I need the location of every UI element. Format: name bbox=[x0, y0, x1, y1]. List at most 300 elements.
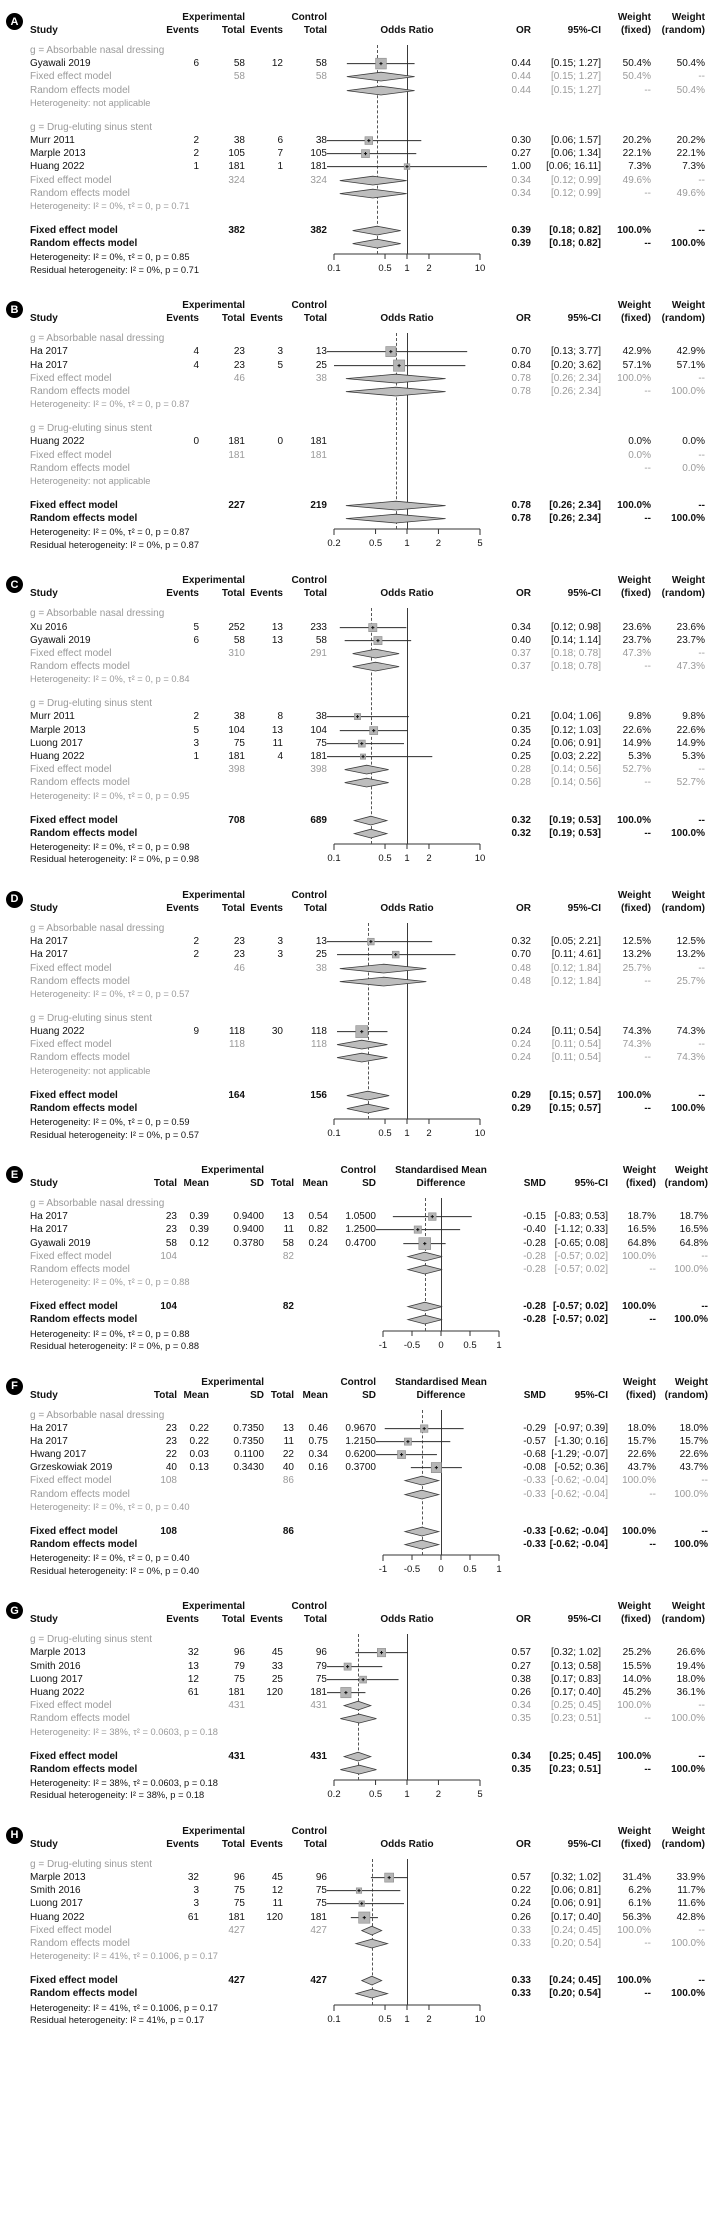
pooled-diamond bbox=[327, 763, 487, 776]
header-total: Total bbox=[303, 313, 327, 325]
header-weight-fixed-1: Weight bbox=[617, 1601, 651, 1613]
count-value: 40 bbox=[165, 1462, 177, 1474]
count-value: 398 bbox=[310, 764, 327, 776]
forest-marker bbox=[327, 750, 487, 763]
header-study: Study bbox=[30, 1178, 58, 1189]
ci-value: [0.06; 0.91] bbox=[550, 737, 601, 749]
forest-marker bbox=[376, 1435, 506, 1448]
axis-tick-label: 0.5 bbox=[368, 538, 383, 550]
count-value: 1.2150 bbox=[345, 1435, 376, 1447]
effect-value: 0.44 bbox=[511, 58, 531, 70]
header-weight-fixed-2: (fixed) bbox=[626, 1389, 656, 1401]
weight-random-value: -- bbox=[698, 1700, 705, 1712]
weight-random-value: 50.4% bbox=[676, 58, 705, 70]
column-header-row bbox=[30, 1825, 706, 1838]
forest-marker bbox=[327, 134, 487, 147]
header-effect-line2: Difference bbox=[416, 1389, 466, 1401]
effect-value: 0.33 bbox=[511, 1975, 531, 1987]
count-value: 13 bbox=[271, 621, 283, 633]
panel-F bbox=[0, 1370, 710, 1582]
column-header-row bbox=[30, 1600, 706, 1613]
table-row-pooled bbox=[30, 70, 706, 83]
count-value: 0.4700 bbox=[345, 1237, 376, 1249]
axis-tick-label: 0 bbox=[438, 1564, 444, 1576]
weight-fixed-value: 18.7% bbox=[627, 1211, 656, 1223]
weight-random-value: 23.7% bbox=[676, 634, 705, 646]
axis bbox=[327, 841, 487, 865]
study-name: Fixed effect model bbox=[30, 1750, 118, 1762]
study-name: Fixed effect model bbox=[30, 372, 112, 384]
spacer-row bbox=[30, 1001, 706, 1012]
axis bbox=[327, 1116, 487, 1140]
header-weight-fixed-1: Weight bbox=[622, 1165, 656, 1176]
table-row-study bbox=[30, 1237, 706, 1250]
count-value: 118 bbox=[229, 1039, 245, 1051]
count-value: 0.82 bbox=[308, 1224, 328, 1236]
count-value: 227 bbox=[228, 499, 245, 511]
table-row-study bbox=[30, 359, 706, 372]
count-value: 156 bbox=[310, 1089, 327, 1101]
count-value: 45 bbox=[271, 1872, 283, 1884]
weight-fixed-value: 64.8% bbox=[627, 1237, 656, 1249]
effect-value: 0.34 bbox=[511, 1750, 531, 1762]
header-total: Total bbox=[221, 313, 245, 325]
weight-random-value: -- bbox=[701, 1301, 708, 1313]
count-value: 58 bbox=[233, 58, 245, 70]
header-sd: SD bbox=[250, 1178, 264, 1189]
forest-marker bbox=[327, 724, 487, 737]
study-name: Huang 2022 bbox=[30, 1911, 85, 1923]
heterogeneity-text: Residual heterogeneity: I² = 0%, p = 0.88 bbox=[30, 1341, 200, 1351]
forest-marker bbox=[327, 710, 487, 723]
diamond-marker bbox=[327, 512, 487, 525]
count-value: 3 bbox=[277, 936, 283, 948]
header-weight-fixed-2: (fixed) bbox=[621, 902, 651, 914]
heterogeneity-text: Heterogeneity: I² = 0%, τ² = 0, p = 0.40 bbox=[30, 1501, 190, 1512]
ci-value: [0.19; 0.53] bbox=[549, 814, 601, 826]
count-value: 13 bbox=[282, 1422, 294, 1434]
panel-footer bbox=[30, 1116, 706, 1141]
count-value: 23 bbox=[165, 1422, 177, 1434]
count-value: 40 bbox=[282, 1462, 294, 1474]
weight-fixed-value: 16.5% bbox=[627, 1224, 656, 1236]
weight-fixed-value: -- bbox=[644, 1102, 651, 1114]
weight-random-value: -- bbox=[698, 764, 705, 776]
x-axis bbox=[327, 841, 487, 865]
count-value: 181 bbox=[228, 1686, 245, 1698]
count-value: 0.54 bbox=[308, 1211, 328, 1223]
count-value: 0.6200 bbox=[345, 1449, 376, 1461]
overall-heterogeneity bbox=[30, 526, 327, 551]
ci-value: [0.13; 3.77] bbox=[550, 346, 601, 358]
weight-fixed-value: 0.0% bbox=[628, 449, 651, 461]
count-value: 1.2500 bbox=[345, 1224, 376, 1236]
heterogeneity-text: Heterogeneity: not applicable bbox=[30, 1065, 151, 1076]
ci-square-marker bbox=[376, 1448, 506, 1461]
weight-random-value: -- bbox=[698, 1975, 705, 1987]
heterogeneity-row bbox=[30, 1726, 706, 1739]
effect-value: -0.68 bbox=[523, 1449, 546, 1461]
forest-rows bbox=[30, 1633, 706, 1776]
forest-rows bbox=[30, 1197, 706, 1327]
diamond-marker bbox=[376, 1250, 506, 1263]
axis-tick-label: 0.1 bbox=[327, 2013, 341, 2025]
ci-value: [0.04; 1.06] bbox=[550, 711, 601, 723]
header-study: Study bbox=[30, 1389, 58, 1401]
header-total: Total bbox=[303, 25, 327, 36]
diamond-marker bbox=[327, 962, 487, 975]
weight-random-value: -- bbox=[698, 814, 705, 826]
count-value: 324 bbox=[310, 174, 327, 186]
axis-tick-label: 2 bbox=[426, 1128, 432, 1139]
count-value: 7 bbox=[277, 148, 283, 160]
forest-marker bbox=[327, 948, 487, 961]
group-label-row bbox=[30, 422, 706, 435]
table-row-pooled bbox=[30, 1538, 706, 1551]
header-experimental: Experimental bbox=[201, 1376, 264, 1388]
study-name: Fixed effect model bbox=[30, 224, 118, 236]
count-value: 61 bbox=[187, 1911, 199, 1923]
weight-fixed-value: 43.7% bbox=[627, 1462, 656, 1474]
header-experimental: Experimental bbox=[182, 575, 245, 587]
ci-value: [0.15; 0.57] bbox=[549, 1089, 601, 1101]
column-header-row bbox=[30, 1389, 706, 1402]
header-ci: 95%-CI bbox=[574, 1389, 608, 1401]
table-row-pooled bbox=[30, 224, 706, 237]
ci-square-marker bbox=[327, 634, 487, 647]
ci-value: [0.12; 1.84] bbox=[550, 962, 601, 974]
weight-fixed-value: 100.0% bbox=[617, 372, 651, 384]
weight-fixed-value: 23.6% bbox=[622, 621, 651, 633]
study-name: Fixed effect model bbox=[30, 1700, 112, 1712]
weight-fixed-value: -- bbox=[649, 1488, 656, 1500]
header-total: Total bbox=[221, 25, 245, 36]
group-label-row bbox=[30, 44, 706, 57]
header-weight-random-2: (random) bbox=[664, 1178, 708, 1189]
ci-value: [-0.65; 0.08] bbox=[554, 1237, 608, 1249]
panel-letter-badge: H bbox=[6, 1827, 23, 1844]
forest-marker bbox=[327, 160, 487, 173]
ci-value: [0.15; 1.27] bbox=[550, 58, 601, 70]
group-label-row bbox=[30, 607, 706, 620]
weight-random-value: 100.0% bbox=[671, 386, 705, 397]
heterogeneity-text: Heterogeneity: not applicable bbox=[30, 475, 151, 486]
table-row-study bbox=[30, 1646, 706, 1659]
heterogeneity-text: Residual heterogeneity: I² = 38%, p = 0.18 bbox=[30, 1790, 205, 1801]
count-value: 104 bbox=[228, 724, 245, 736]
table-row-pooled bbox=[30, 975, 706, 988]
overall-heterogeneity bbox=[30, 1116, 327, 1141]
count-value: 96 bbox=[233, 1872, 245, 1884]
study-name: Ha 2017 bbox=[30, 359, 68, 371]
spacer-row bbox=[30, 488, 706, 499]
ci-value: [0.19; 0.53] bbox=[549, 827, 601, 839]
study-name: Ha 2017 bbox=[30, 1211, 68, 1223]
diamond-marker bbox=[327, 385, 487, 398]
effect-value: 0.78 bbox=[511, 499, 531, 511]
header-study: Study bbox=[30, 1838, 58, 1850]
ci-value: [0.25; 0.45] bbox=[549, 1750, 601, 1762]
heterogeneity-text: Heterogeneity: I² = 38%, τ² = 0.0603, p = 0.18 bbox=[30, 1726, 218, 1737]
count-value: 118 bbox=[229, 1026, 245, 1038]
study-name: Murr 2011 bbox=[30, 711, 75, 723]
effect-value: 0.35 bbox=[511, 724, 531, 736]
effect-value: 0.44 bbox=[511, 84, 531, 96]
count-value: 6 bbox=[277, 134, 283, 146]
table-row-study bbox=[30, 710, 706, 723]
header-weight-fixed-2: (fixed) bbox=[621, 25, 651, 36]
pooled-diamond bbox=[376, 1263, 506, 1276]
ci-value: [0.15; 1.27] bbox=[550, 71, 601, 83]
ci-square-marker bbox=[327, 1673, 487, 1686]
ci-value: [0.18; 0.78] bbox=[550, 661, 601, 673]
count-value: 75 bbox=[233, 1898, 245, 1910]
count-value: 0.34 bbox=[308, 1449, 328, 1461]
count-value: 233 bbox=[310, 621, 327, 633]
effect-value: -0.15 bbox=[523, 1211, 546, 1223]
effect-value: -0.29 bbox=[523, 1422, 546, 1434]
count-value: 181 bbox=[228, 751, 245, 762]
weight-fixed-value: 100.0% bbox=[617, 224, 651, 236]
weight-fixed-value: -- bbox=[644, 84, 651, 96]
heterogeneity-text: Heterogeneity: I² = 0%, τ² = 0, p = 0.40 bbox=[30, 1553, 190, 1564]
heterogeneity-row bbox=[30, 673, 706, 686]
study-name: Grzeskowiak 2019 bbox=[30, 1462, 113, 1474]
heterogeneity-row bbox=[30, 1276, 706, 1289]
column-header-row bbox=[30, 574, 706, 587]
ci-value: [0.17; 0.40] bbox=[550, 1686, 601, 1698]
header-ci: 95%-CI bbox=[574, 1178, 608, 1189]
count-value: 291 bbox=[310, 647, 327, 659]
effect-value: 0.32 bbox=[511, 827, 531, 839]
weight-fixed-value: 52.7% bbox=[622, 764, 651, 776]
effect-value: -0.28 bbox=[523, 1301, 546, 1313]
table-row-study bbox=[30, 634, 706, 647]
header-weight-random-2: (random) bbox=[661, 1614, 705, 1626]
weight-random-value: -- bbox=[698, 372, 705, 384]
weight-random-value: -- bbox=[698, 647, 705, 659]
weight-fixed-value: -- bbox=[644, 1988, 651, 2000]
weight-random-value: 12.5% bbox=[676, 936, 705, 948]
heterogeneity-text: Residual heterogeneity: I² = 41%, p = 0.17 bbox=[30, 2015, 205, 2026]
effect-value: 0.25 bbox=[511, 751, 531, 762]
ci-square-marker bbox=[327, 1646, 487, 1659]
table-row-pooled bbox=[30, 763, 706, 776]
axis bbox=[327, 526, 487, 550]
study-name: Fixed effect model bbox=[30, 1089, 118, 1101]
table-row-pooled bbox=[30, 237, 706, 250]
count-value: 2 bbox=[193, 936, 199, 948]
weight-fixed-value: -- bbox=[644, 513, 651, 525]
effect-value: 0.70 bbox=[511, 949, 531, 961]
diamond-marker bbox=[327, 1987, 487, 2000]
axis-tick-label: 0.5 bbox=[378, 263, 392, 275]
panel-C bbox=[0, 568, 710, 870]
spacer-row bbox=[30, 1514, 706, 1525]
weight-random-value: 57.1% bbox=[676, 359, 705, 371]
header-study: Study bbox=[30, 588, 58, 600]
diamond-marker bbox=[327, 1102, 487, 1115]
effect-value: 0.34 bbox=[511, 174, 531, 186]
effect-value: 0.39 bbox=[511, 238, 531, 250]
axis bbox=[327, 251, 487, 275]
header-weight-fixed-1: Weight bbox=[617, 889, 651, 901]
table-row-pooled bbox=[30, 499, 706, 512]
spacer-row bbox=[30, 1739, 706, 1750]
header-weight-fixed-1: Weight bbox=[622, 1376, 656, 1388]
count-value: 0.9670 bbox=[345, 1422, 376, 1434]
pooled-diamond bbox=[327, 1089, 487, 1102]
ci-value: [0.15; 0.57] bbox=[549, 1102, 601, 1114]
effect-value: 0.24 bbox=[511, 737, 531, 749]
group-label-row bbox=[30, 332, 706, 345]
count-value: 427 bbox=[310, 1975, 327, 1987]
table-row-pooled bbox=[30, 187, 706, 200]
study-name: Huang 2022 bbox=[30, 161, 85, 173]
header-effect-col: SMD bbox=[523, 1389, 546, 1401]
table-row-pooled bbox=[30, 174, 706, 187]
ci-value: [-0.57; 0.02] bbox=[554, 1263, 608, 1275]
count-value: 12 bbox=[187, 1673, 199, 1685]
weight-fixed-value: 50.4% bbox=[622, 58, 651, 70]
ci-square-marker bbox=[327, 1884, 487, 1897]
study-name: Random effects model bbox=[30, 513, 138, 525]
diamond-marker bbox=[327, 237, 487, 250]
count-value: 181 bbox=[310, 449, 327, 461]
header-events: Events bbox=[250, 1614, 283, 1626]
header-sd: SD bbox=[362, 1178, 376, 1189]
weight-fixed-value: 100.0% bbox=[617, 1089, 651, 1101]
diamond-marker bbox=[327, 70, 487, 83]
study-name: Random effects model bbox=[30, 975, 130, 987]
weight-random-value: 18.0% bbox=[676, 1673, 705, 1685]
effect-value: 0.78 bbox=[511, 372, 531, 384]
count-value: 324 bbox=[228, 174, 245, 186]
axis-tick-label: 1 bbox=[404, 1128, 410, 1139]
heterogeneity-row bbox=[30, 398, 706, 411]
effect-value: 0.24 bbox=[511, 1052, 531, 1064]
weight-fixed-value: -- bbox=[649, 1539, 656, 1550]
count-value: 0.22 bbox=[189, 1435, 209, 1447]
count-value: 398 bbox=[228, 764, 245, 776]
forest-rows bbox=[30, 332, 706, 525]
count-value: 108 bbox=[160, 1525, 177, 1537]
diamond-marker bbox=[327, 1924, 487, 1937]
axis-tick-label: -1 bbox=[378, 1564, 388, 1576]
heterogeneity-row bbox=[30, 1501, 706, 1514]
weight-fixed-value: 47.3% bbox=[622, 647, 651, 659]
header-total: Total bbox=[221, 1614, 245, 1626]
header-events: Events bbox=[166, 588, 199, 600]
effect-value: 0.26 bbox=[511, 1686, 531, 1698]
count-value: 118 bbox=[311, 1039, 327, 1051]
weight-fixed-value: -- bbox=[644, 386, 651, 397]
group-label: g = Absorbable nasal dressing bbox=[30, 1198, 165, 1209]
header-weight-fixed-1: Weight bbox=[617, 300, 651, 312]
count-value: 181 bbox=[228, 436, 245, 448]
spacer-row bbox=[30, 686, 706, 697]
count-value: 82 bbox=[282, 1250, 294, 1262]
pooled-diamond bbox=[327, 962, 487, 975]
count-value: 13 bbox=[187, 1660, 199, 1672]
count-value: 427 bbox=[228, 1975, 245, 1987]
count-value: 30 bbox=[271, 1026, 283, 1038]
count-value: 427 bbox=[310, 1924, 327, 1936]
pooled-diamond bbox=[327, 1974, 487, 1987]
count-value: 181 bbox=[310, 1911, 327, 1923]
count-value: 58 bbox=[315, 71, 327, 83]
study-name: Murr 2011 bbox=[30, 134, 75, 146]
weight-fixed-value: -- bbox=[649, 1314, 656, 1326]
count-value: 1 bbox=[277, 161, 283, 173]
heterogeneity-text: Heterogeneity: I² = 38%, τ² = 0.0603, p = 0.18 bbox=[30, 1777, 218, 1788]
ci-value: [0.12; 0.99] bbox=[550, 174, 601, 186]
header-weight-fixed-2: (fixed) bbox=[626, 1178, 656, 1189]
diamond-marker bbox=[327, 1712, 487, 1725]
header-events: Events bbox=[250, 25, 283, 36]
weight-fixed-value: -- bbox=[644, 661, 651, 673]
study-name: Ha 2017 bbox=[30, 949, 68, 961]
panel-footer bbox=[30, 526, 706, 551]
study-name: Huang 2022 bbox=[30, 1026, 85, 1038]
axis-tick-label: 1 bbox=[496, 1339, 502, 1351]
pooled-diamond bbox=[327, 647, 487, 660]
weight-fixed-value: 7.3% bbox=[628, 161, 651, 173]
table-row-study bbox=[30, 1897, 706, 1910]
ci-square-marker bbox=[327, 1871, 487, 1884]
count-value: 382 bbox=[310, 224, 327, 236]
table-row-pooled bbox=[30, 1102, 706, 1115]
group-label: g = Drug-eluting sinus stent bbox=[30, 423, 153, 435]
column-header-row bbox=[30, 902, 706, 915]
study-name: Hwang 2017 bbox=[30, 1449, 87, 1461]
count-value: 6 bbox=[193, 634, 199, 646]
count-value: 105 bbox=[228, 148, 245, 160]
effect-value: 0.37 bbox=[511, 647, 531, 659]
count-value: 38 bbox=[315, 134, 327, 146]
x-axis bbox=[327, 2002, 487, 2026]
header-mean: Mean bbox=[183, 1389, 209, 1401]
effect-value: 0.33 bbox=[511, 1988, 531, 2000]
effect-value: 0.34 bbox=[511, 187, 531, 199]
column-header-row bbox=[30, 587, 706, 600]
count-value: 120 bbox=[266, 1911, 283, 1923]
header-experimental: Experimental bbox=[182, 1601, 245, 1613]
header-events: Events bbox=[250, 588, 283, 600]
effect-value: -0.33 bbox=[523, 1539, 546, 1550]
group-label: g = Drug-eluting sinus stent bbox=[30, 121, 153, 133]
count-value: 13 bbox=[282, 1211, 294, 1223]
panel-letter-badge: A bbox=[6, 13, 23, 30]
effect-value: 0.24 bbox=[511, 1898, 531, 1910]
group-label-row bbox=[30, 1409, 706, 1422]
weight-random-value: 7.3% bbox=[682, 161, 705, 173]
pooled-diamond bbox=[327, 174, 487, 187]
heterogeneity-text: Heterogeneity: I² = 0%, τ² = 0, p = 0.87 bbox=[30, 527, 190, 538]
header-total: Total bbox=[303, 1614, 327, 1626]
axis-tick-label: 0.5 bbox=[368, 1788, 383, 1800]
header-events: Events bbox=[250, 1838, 283, 1850]
ci-value: [0.26; 2.34] bbox=[549, 513, 601, 525]
axis bbox=[376, 1552, 506, 1576]
header-weight-random-1: Weight bbox=[671, 575, 705, 587]
weight-random-value: 19.4% bbox=[676, 1660, 705, 1672]
overall-heterogeneity bbox=[30, 1552, 376, 1577]
count-value: 0.12 bbox=[189, 1237, 209, 1249]
count-value: 0.16 bbox=[308, 1462, 328, 1474]
table-row-pooled bbox=[30, 1313, 706, 1326]
weight-fixed-value: 74.3% bbox=[622, 1026, 651, 1038]
